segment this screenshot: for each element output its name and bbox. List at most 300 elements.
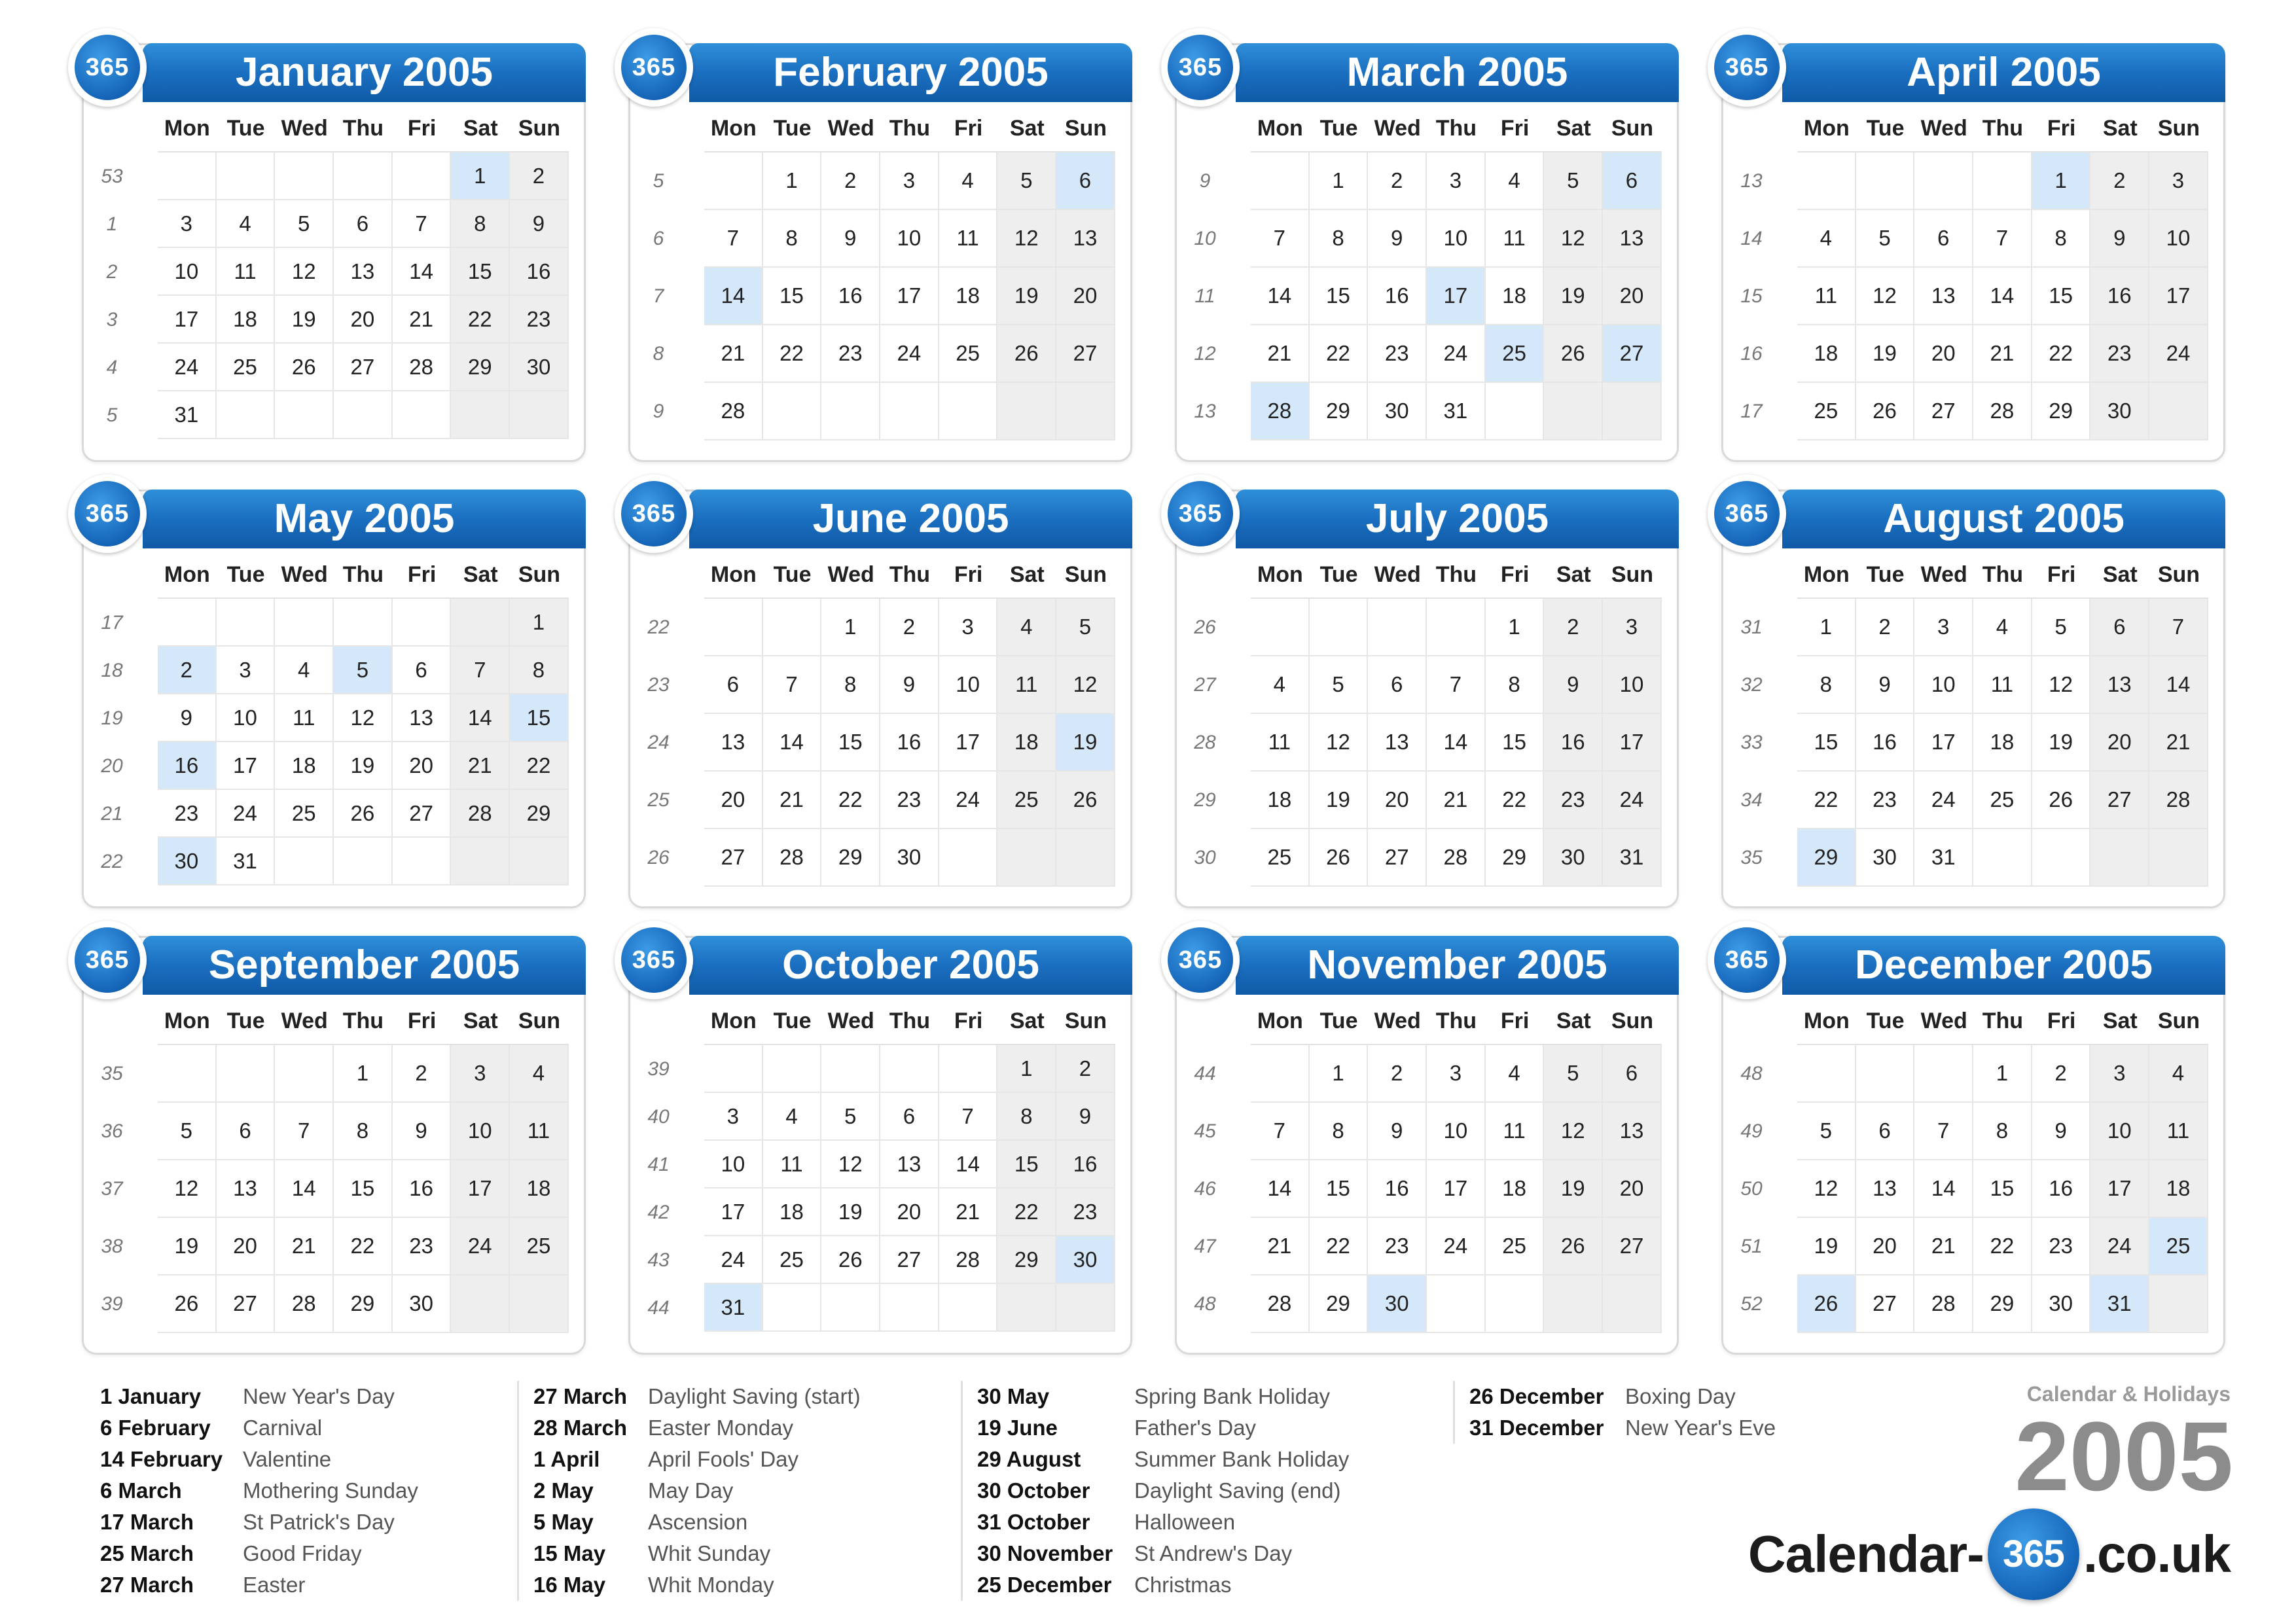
week-row xyxy=(101,152,569,200)
day-cell: 21 xyxy=(1973,325,2032,383)
day-cell: 6 xyxy=(1603,1045,1662,1103)
brand-tagline: Calendar & Holidays xyxy=(2026,1382,2231,1406)
empty-day-cell xyxy=(510,1275,569,1333)
weekday-header xyxy=(158,562,569,591)
day-cell: 7 xyxy=(2149,599,2208,656)
day-cell: 14 xyxy=(1251,1160,1310,1218)
day-grid xyxy=(647,1044,1115,1332)
holiday-name: April Fools' Day xyxy=(648,1447,799,1471)
day-cell: 28 xyxy=(393,344,452,391)
weekday-label: Tue xyxy=(1866,116,1905,141)
weekday-label: Fri xyxy=(2047,1008,2076,1033)
day-cell: 7 xyxy=(704,210,763,268)
weekday-label: Sat xyxy=(2102,116,2138,141)
badge-365-icon xyxy=(1708,28,1786,107)
week-row xyxy=(1194,1218,1662,1275)
day-cell: 10 xyxy=(158,248,217,296)
day-grid xyxy=(1194,597,1662,887)
holiday-name: Halloween xyxy=(1134,1510,1236,1534)
week-number: 9 xyxy=(653,401,664,422)
day-cell: 17 xyxy=(1914,714,1973,772)
day-cell: 3 xyxy=(880,152,939,210)
day-cell: 17 xyxy=(704,1188,763,1236)
weekday-label: Thu xyxy=(1435,116,1477,141)
week-number: 3 xyxy=(106,308,118,330)
day-cell: 27 xyxy=(704,829,763,887)
month-title: January 2005 xyxy=(143,43,586,102)
weekday-label: Wed xyxy=(281,562,328,587)
logo-text-right: .co.uk xyxy=(2083,1525,2231,1583)
week-row xyxy=(1740,383,2208,440)
week-row xyxy=(1194,1275,1662,1333)
week-row xyxy=(106,296,569,344)
empty-day-cell xyxy=(1251,599,1310,656)
day-cell: 15 xyxy=(451,248,510,296)
empty-day-cell xyxy=(880,1284,939,1332)
day-cell: 11 xyxy=(217,248,276,296)
day-cell: 23 xyxy=(821,325,880,383)
day-cell: 24 xyxy=(880,325,939,383)
week-row xyxy=(1740,1218,2208,1275)
day-cell: 7 xyxy=(275,1103,334,1160)
weekday-label: Tue xyxy=(773,1008,812,1033)
holiday-item xyxy=(1469,1412,1776,1444)
week-number: 13 xyxy=(1740,170,1763,192)
day-cell: 28 xyxy=(704,383,763,440)
empty-day-cell xyxy=(1973,829,2032,887)
week-row xyxy=(106,200,569,248)
day-cell: 20 xyxy=(880,1188,939,1236)
month-card xyxy=(82,936,586,1355)
day-cell: 26 xyxy=(334,790,393,838)
day-cell: 13 xyxy=(1914,268,1973,325)
day-cell: 7 xyxy=(939,1093,998,1141)
day-cell: 15 xyxy=(1310,1160,1369,1218)
day-cell: 12 xyxy=(821,1141,880,1188)
empty-day-cell xyxy=(1603,383,1662,440)
badge-365-icon xyxy=(1708,921,1786,999)
week-row xyxy=(1740,325,2208,383)
day-cell: 24 xyxy=(158,344,217,391)
day-cell: 22 xyxy=(334,1218,393,1275)
day-cell: 31 xyxy=(2090,1275,2149,1333)
weekday-label: Fri xyxy=(407,562,437,587)
day-cell: 11 xyxy=(1486,1103,1545,1160)
empty-day-cell xyxy=(1056,829,1115,887)
week-number: 46 xyxy=(1194,1178,1216,1200)
month-title: June 2005 xyxy=(689,490,1132,548)
day-cell: 9 xyxy=(1056,1093,1115,1141)
day-cell: 10 xyxy=(939,656,998,714)
empty-day-cell xyxy=(1973,152,2032,210)
week-number: 16 xyxy=(1740,343,1763,365)
day-cell: 14 xyxy=(704,268,763,325)
day-cell: 12 xyxy=(1056,656,1115,714)
day-cell: 2 xyxy=(393,1045,452,1103)
day-cell: 28 xyxy=(939,1236,998,1284)
weekday-label: Fri xyxy=(1500,1008,1530,1033)
week-row xyxy=(1740,599,2208,656)
day-cell: 18 xyxy=(1973,714,2032,772)
day-cell: 26 xyxy=(997,325,1056,383)
day-cell: 26 xyxy=(821,1236,880,1284)
logo-365-icon: 365 xyxy=(1988,1508,2079,1600)
day-cell: 16 xyxy=(821,268,880,325)
day-cell: 20 xyxy=(393,742,452,790)
day-cell: 2 xyxy=(2032,1045,2091,1103)
day-cell: 11 xyxy=(1251,714,1310,772)
empty-day-cell xyxy=(451,391,510,439)
empty-day-cell xyxy=(2149,383,2208,440)
day-cell: 16 xyxy=(1368,268,1427,325)
day-cell: 27 xyxy=(1914,383,1973,440)
holiday-name: May Day xyxy=(648,1478,734,1503)
day-cell: 6 xyxy=(334,200,393,248)
holiday-date: 29 August xyxy=(977,1447,1081,1471)
empty-day-cell xyxy=(821,1284,880,1332)
day-cell: 3 xyxy=(1427,1045,1486,1103)
week-number: 29 xyxy=(1194,789,1216,811)
weekday-label: Wed xyxy=(1374,1008,1421,1033)
day-cell: 3 xyxy=(1603,599,1662,656)
day-cell: 13 xyxy=(1603,1103,1662,1160)
empty-day-cell xyxy=(1310,599,1369,656)
day-cell: 9 xyxy=(393,1103,452,1160)
day-cell: 28 xyxy=(1251,383,1310,440)
badge-365-label: 365 xyxy=(621,35,687,100)
day-cell: 3 xyxy=(1427,152,1486,210)
day-cell: 17 xyxy=(1603,714,1662,772)
empty-day-cell xyxy=(763,383,822,440)
week-row xyxy=(647,1236,1115,1284)
holiday-column xyxy=(517,1381,861,1601)
holiday-item xyxy=(977,1412,1349,1444)
month-title: August 2005 xyxy=(1782,490,2225,548)
day-cell: 12 xyxy=(1544,1103,1603,1160)
weekday-label: Mon xyxy=(1803,562,1850,587)
day-cell: 4 xyxy=(1797,210,1856,268)
week-row xyxy=(1194,325,1662,383)
day-cell: 9 xyxy=(158,694,217,742)
day-cell: 19 xyxy=(1544,268,1603,325)
weekday-label: Tue xyxy=(1319,1008,1358,1033)
day-cell: 29 xyxy=(1797,829,1856,887)
day-cell: 9 xyxy=(880,656,939,714)
day-cell: 8 xyxy=(334,1103,393,1160)
holiday-item xyxy=(533,1444,861,1475)
day-cell: 12 xyxy=(1310,714,1369,772)
day-cell: 6 xyxy=(1603,152,1662,210)
day-cell: 8 xyxy=(451,200,510,248)
weekday-label: Thu xyxy=(1982,116,2024,141)
day-cell: 22 xyxy=(1310,325,1369,383)
badge-365-label: 365 xyxy=(75,35,140,100)
weekday-label: Sat xyxy=(463,116,498,141)
month-card xyxy=(82,490,586,908)
day-cell: 4 xyxy=(997,599,1056,656)
week-number: 49 xyxy=(1740,1120,1763,1142)
weekday-header xyxy=(1251,1008,1662,1037)
week-row xyxy=(653,210,1115,268)
week-number: 21 xyxy=(101,802,123,825)
weekday-label: Fri xyxy=(954,1008,983,1033)
holiday-item xyxy=(533,1569,861,1601)
week-row xyxy=(647,1141,1115,1188)
day-cell: 10 xyxy=(2149,210,2208,268)
day-cell: 24 xyxy=(939,772,998,829)
weekday-header xyxy=(1797,562,2208,591)
holiday-name: Ascension xyxy=(648,1510,748,1534)
month-title: March 2005 xyxy=(1236,43,1679,102)
week-row xyxy=(101,647,569,694)
weekday-label: Tue xyxy=(1319,116,1358,141)
day-cell: 24 xyxy=(1427,325,1486,383)
week-number: 42 xyxy=(647,1201,670,1223)
day-cell: 5 xyxy=(334,647,393,694)
day-cell: 14 xyxy=(1427,714,1486,772)
day-cell: 17 xyxy=(1427,1160,1486,1218)
day-cell: 15 xyxy=(763,268,822,325)
weekday-label: Sun xyxy=(1064,562,1107,587)
day-cell: 30 xyxy=(510,344,569,391)
day-cell: 1 xyxy=(1310,1045,1369,1103)
day-cell: 7 xyxy=(1973,210,2032,268)
weekday-label: Sun xyxy=(518,116,561,141)
weekday-label: Tue xyxy=(226,1008,265,1033)
empty-day-cell xyxy=(704,1045,763,1093)
week-row xyxy=(1194,1160,1662,1218)
day-cell: 18 xyxy=(763,1188,822,1236)
day-cell: 5 xyxy=(821,1093,880,1141)
month-title: April 2005 xyxy=(1782,43,2225,102)
badge-365-label: 365 xyxy=(1714,35,1780,100)
week-number: 4 xyxy=(106,356,118,378)
weekday-label: Fri xyxy=(954,116,983,141)
day-cell: 29 xyxy=(334,1275,393,1333)
day-cell: 24 xyxy=(451,1218,510,1275)
holiday-item xyxy=(977,1507,1349,1538)
holiday-date: 30 November xyxy=(977,1541,1113,1565)
day-cell: 23 xyxy=(1368,325,1427,383)
empty-day-cell xyxy=(1368,599,1427,656)
badge-365-label: 365 xyxy=(621,481,687,546)
empty-day-cell xyxy=(763,599,822,656)
week-number: 18 xyxy=(101,659,123,681)
day-cell: 22 xyxy=(997,1188,1056,1236)
badge-365-icon xyxy=(1161,921,1240,999)
day-cell: 8 xyxy=(1797,656,1856,714)
week-row xyxy=(653,152,1115,210)
week-number: 5 xyxy=(653,170,664,192)
day-cell: 13 xyxy=(1368,714,1427,772)
empty-day-cell xyxy=(217,152,276,200)
empty-day-cell xyxy=(158,599,217,647)
weekday-label: Thu xyxy=(1982,562,2024,587)
day-cell: 18 xyxy=(1251,772,1310,829)
day-cell: 17 xyxy=(880,268,939,325)
day-cell: 7 xyxy=(1251,210,1310,268)
month-title: February 2005 xyxy=(689,43,1132,102)
empty-day-cell xyxy=(158,152,217,200)
week-row xyxy=(647,714,1115,772)
holiday-date: 1 April xyxy=(533,1447,600,1471)
empty-day-cell xyxy=(393,599,452,647)
holiday-name: New Year's Eve xyxy=(1625,1416,1776,1440)
day-grid xyxy=(653,151,1115,440)
empty-day-cell xyxy=(704,152,763,210)
day-cell: 31 xyxy=(704,1284,763,1332)
badge-365-icon xyxy=(1708,474,1786,553)
day-cell: 21 xyxy=(2149,714,2208,772)
week-number: 30 xyxy=(1194,847,1216,868)
week-number: 40 xyxy=(647,1105,670,1128)
holiday-date: 31 December xyxy=(1469,1416,1604,1440)
day-cell: 29 xyxy=(2032,383,2091,440)
day-cell: 2 xyxy=(1856,599,1915,656)
weekday-label: Mon xyxy=(164,116,210,141)
empty-day-cell xyxy=(217,599,276,647)
day-cell: 16 xyxy=(1544,714,1603,772)
day-cell: 13 xyxy=(880,1141,939,1188)
day-cell: 21 xyxy=(393,296,452,344)
weekday-header xyxy=(704,562,1115,591)
day-cell: 2 xyxy=(1368,152,1427,210)
day-cell: 3 xyxy=(2090,1045,2149,1103)
week-number: 23 xyxy=(647,674,670,696)
empty-day-cell xyxy=(1914,1045,1973,1103)
week-number: 48 xyxy=(1194,1293,1216,1315)
day-cell: 30 xyxy=(880,829,939,887)
day-cell: 22 xyxy=(2032,325,2091,383)
day-cell: 14 xyxy=(275,1160,334,1218)
day-cell: 30 xyxy=(1056,1236,1115,1284)
empty-day-cell xyxy=(275,599,334,647)
weekday-label: Tue xyxy=(226,116,265,141)
week-number: 52 xyxy=(1740,1293,1763,1315)
holiday-column xyxy=(1453,1381,1776,1444)
holiday-date: 28 March xyxy=(533,1416,628,1440)
day-cell: 19 xyxy=(1056,714,1115,772)
holiday-item xyxy=(533,1412,861,1444)
day-grid xyxy=(101,1044,569,1333)
weekday-label: Mon xyxy=(1257,1008,1303,1033)
day-cell: 15 xyxy=(821,714,880,772)
day-cell: 5 xyxy=(2032,599,2091,656)
day-cell: 2 xyxy=(1056,1045,1115,1093)
day-cell: 21 xyxy=(1914,1218,1973,1275)
weekday-label: Sun xyxy=(1064,1008,1107,1033)
day-cell: 26 xyxy=(1544,1218,1603,1275)
holiday-date: 27 March xyxy=(533,1384,628,1408)
day-cell: 23 xyxy=(1368,1218,1427,1275)
site-logo xyxy=(1748,1518,2231,1590)
day-cell: 25 xyxy=(1486,1218,1545,1275)
week-row xyxy=(653,268,1115,325)
day-cell: 16 xyxy=(880,714,939,772)
week-row xyxy=(1194,1103,1662,1160)
holiday-name: St Patrick's Day xyxy=(243,1510,395,1534)
empty-day-cell xyxy=(275,838,334,885)
week-number: 45 xyxy=(1194,1120,1216,1142)
weekday-label: Mon xyxy=(1803,1008,1850,1033)
week-number: 38 xyxy=(101,1236,123,1257)
empty-day-cell xyxy=(451,1275,510,1333)
day-cell: 27 xyxy=(334,344,393,391)
logo-text-left: Calendar- xyxy=(1748,1525,1984,1583)
holiday-date: 30 May xyxy=(977,1384,1050,1408)
day-cell: 14 xyxy=(1973,268,2032,325)
day-cell: 23 xyxy=(1056,1188,1115,1236)
day-cell: 5 xyxy=(1056,599,1115,656)
day-cell: 7 xyxy=(1251,1103,1310,1160)
day-cell: 7 xyxy=(393,200,452,248)
day-cell: 8 xyxy=(763,210,822,268)
day-cell: 29 xyxy=(1310,383,1369,440)
holiday-item xyxy=(977,1444,1349,1475)
day-cell: 29 xyxy=(1310,1275,1369,1333)
day-cell: 11 xyxy=(1486,210,1545,268)
day-cell: 11 xyxy=(1973,656,2032,714)
weekday-label: Mon xyxy=(1257,116,1303,141)
holiday-date: 26 December xyxy=(1469,1384,1604,1408)
empty-day-cell xyxy=(217,1045,276,1103)
day-cell: 2 xyxy=(158,647,217,694)
weekday-label: Sat xyxy=(1009,116,1045,141)
weekday-label: Thu xyxy=(1435,562,1477,587)
day-cell: 15 xyxy=(2032,268,2091,325)
day-cell: 4 xyxy=(2149,1045,2208,1103)
weekday-label: Sat xyxy=(2102,1008,2138,1033)
empty-day-cell xyxy=(939,829,998,887)
holiday-item xyxy=(977,1538,1349,1569)
week-number: 10 xyxy=(1194,228,1216,249)
week-row xyxy=(1194,714,1662,772)
weekday-label: Sat xyxy=(1009,1008,1045,1033)
holiday-item xyxy=(977,1381,1349,1412)
month-card xyxy=(628,43,1132,462)
holiday-name: Mothering Sunday xyxy=(243,1478,418,1503)
day-cell: 24 xyxy=(1427,1218,1486,1275)
week-row xyxy=(106,391,569,439)
week-row xyxy=(1740,1103,2208,1160)
day-cell: 3 xyxy=(451,1045,510,1103)
day-cell: 14 xyxy=(2149,656,2208,714)
badge-365-label: 365 xyxy=(75,927,140,993)
day-cell: 29 xyxy=(997,1236,1056,1284)
day-cell: 14 xyxy=(451,694,510,742)
day-cell: 1 xyxy=(821,599,880,656)
week-number: 17 xyxy=(1740,401,1763,422)
day-cell: 20 xyxy=(1056,268,1115,325)
week-row xyxy=(647,1188,1115,1236)
week-number: 34 xyxy=(1740,789,1763,811)
week-row xyxy=(647,772,1115,829)
empty-day-cell xyxy=(821,1045,880,1093)
holiday-name: Father's Day xyxy=(1134,1416,1257,1440)
day-cell: 5 xyxy=(1544,1045,1603,1103)
day-cell: 30 xyxy=(1368,383,1427,440)
day-cell: 13 xyxy=(1856,1160,1915,1218)
weekday-label: Fri xyxy=(2047,116,2076,141)
empty-day-cell xyxy=(217,391,276,439)
day-cell: 20 xyxy=(217,1218,276,1275)
empty-day-cell xyxy=(334,838,393,885)
day-cell: 4 xyxy=(1486,1045,1545,1103)
day-cell: 8 xyxy=(997,1093,1056,1141)
week-number: 50 xyxy=(1740,1178,1763,1200)
holiday-name: St Andrew's Day xyxy=(1134,1541,1293,1565)
day-cell: 11 xyxy=(763,1141,822,1188)
